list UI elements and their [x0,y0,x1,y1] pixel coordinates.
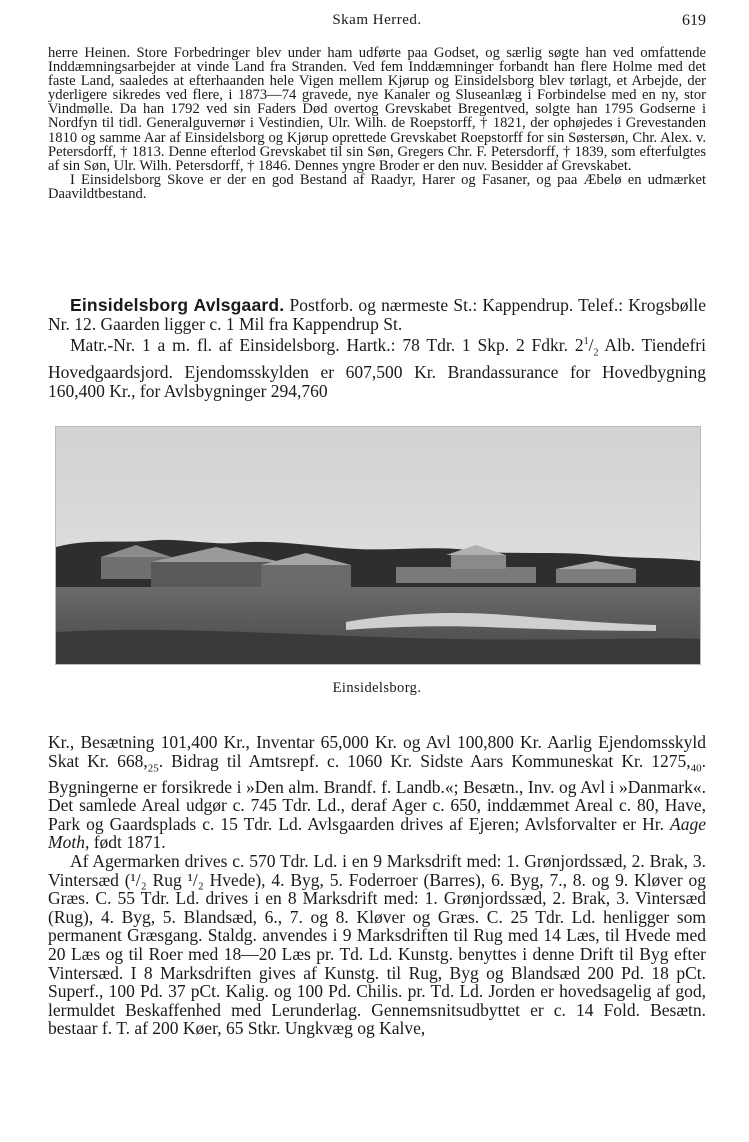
estate-entry [48,296,706,400]
estate-photograph [55,426,701,665]
text-run: Kr., Besætning 101,400 Kr., Inventar 65,000 Kr. og Avl 100,800 Kr. Aarlig Ejendomsskyld Skat Kr. 668, [48,732,706,771]
body-paragraph-1 [48,733,706,852]
intro-paragraph-2: I Einsidelsborg Skove er der en god Bestand af Raadyr, Harer og Fasaner, og paa Æbelø en udmærket Daavildtbestand. [48,171,706,202]
estate-paragraph-2: Matr.-Nr. 1 a m. fl. af Einsidelsborg. Hartk.: 78 Tdr. 1 Skp. 2 Fdkr. $2^1/_2$ Alb. Tiendefri Hovedgaardsjord. Ejendomsskylden er 607,500 Kr. Brandassurance for Hovedbygning 160,400 Kr., for Avlsbygninger 294,760 [48,335,706,401]
estate-matr: Matr.-Nr. 1 a m. fl. af Einsidelsborg. Hartk.: 78 Tdr. 1 Skp. 2 Fdkr. 2 [70,335,584,356]
estate-paragraph-1 [48,296,706,333]
page-header [48,12,706,34]
text-run: . Bygningerne er forsikrede i »Den alm. Brandf. f. Landb.«; Besætn., Inv. og Avl i »Danmark«. Det samlede Areal udgør c. 745 Tdr. Ld., deraf Ager c. 650, inddæmmet Areal c. 80, Have, Park og Gaardsplads c. 15 Tdr. Ld. Avlsgaarden drives af Ejeren; Avlsforvalter er Hr. [48,750,706,834]
intro-text [48,46,706,201]
decimal-sub: 25 [147,762,159,775]
running-title: Skam Herred. [332,12,422,28]
fraction-numerator: 1 [583,336,589,348]
text-run: . Bidrag til Amtsrepf. c. 1060 Kr. Sidste Aars Kommuneskat Kr. 1275, [158,750,691,771]
photo-caption: Einsidelsborg. [332,680,422,696]
text-run: født 1871. [89,832,166,853]
decimal-sub: 40 [690,762,702,775]
estate-contact: Postforb. og nærmeste St.: Kappendrup. Telef.: Krogsbølle Nr. 12. Gaarden ligger c. 1 Mil fra Kappendrup St. [48,295,707,334]
estate-name: Einsidelsborg Avlsgaard. [70,295,285,315]
estate-valuation: Alb. Tiendefri Hovedgaardsjord. Ejendomsskylden er 607,500 Kr. Brandassurance for Hovedbygning 160,400 Kr., for Avlsbygninger 294,760 [48,335,706,401]
fraction-denominator: 2 [593,347,599,359]
body-text [48,733,706,1038]
page-number: 619 [682,12,706,29]
manager-name: Aage Moth, [48,813,706,853]
farm-landscape-image [56,427,700,664]
intro-paragraph-1: herre Heinen. Store Forbedringer blev under ham udførte paa Godset, og særlig søgte han ved omfattende Inddæmningsarbejder at vinde Land fra Stranden. Ved fem Inddæmninger forbandt han flere Holme med det faste Land, saaledes at efterhaanden hele Vigen mellem Kjørup og Einsidelsborg blev tørlagt, et Arbejde, der yderligere sikredes ved flere, i 1873—74 gravede, nye Kanaler og Sluseanlæg i Forbindelse med en ny, stor Vindmølle. Da han 1792 ved sin Faders Død overtog Grevskabet Bregentved, solgte han 1795 Godserne i Nordfyn til tidl. Generalguvernør i Vestindien, Ulr. Wilh. de Roepstorff, † 1821, der ophøjedes i Grevestanden 1810 og samme Aar af Einsidelsborg og Kjørup oprettede Grevskabet Roepstorff for sin Søstersøn, Chr. Alex. v. Petersdorff, † 1813. Denne efterlod Grevskabet til sin Søn, Gregers Chr. F. Petersdorff, † 1839, som efterfulgtes af sin Søn, Ulr. Wilh. Petersdorff, † 1846. Dennes yngre Broder er den nuv. Besidder af Grevskabet. [48,45,706,174]
body-paragraph-2: Af Agermarken drives c. 570 Tdr. Ld. i en 9 Marksdrift med: 1. Grønjordssæd, 2. Brak, 3. Vintersæd (¹/₂ Rug ¹/₂ Hvede), 4. Byg, 5. Foderroer (Barres), 6. Byg, 7., 8. og 9. Kløver og Græs. C. 55 Tdr. Ld. drives i en 8 Marksdrift med: 1. Grønjordssæd, 2. Brak, 3. Vintersæd (Rug), 4. Byg, 5. Blandsæd, 6., 7. og 8. Kløver og Græs. C. 25 Tdr. Ld. henligger som permanent Græsgang. Staldg. anvendes i 9 Marksdriften til Rug med 14 Læs, til Hvede med 20 Læs og til Roer med 18—20 Læs pr. Td. Ld. Kunstg. benyttes i denne Drift til Byg efter Vintersæd. I 8 Marksdriften gives af Kunstg. til Rug, Byg og Blandsæd 200 Pd. 18 pCt. Superf., 100 Pd. 37 pCt. Kalig. og 100 Pd. Chilis. pr. Td. Ld. Jorden er hovedsagelig af god, lermuldet Beskaffenhed med Lerunderlag. Gennemsnitsudbyttet er c. 14 Fold. Besætn. bestaar f. T. af 200 Køer, 65 Stkr. Ungkvæg og Kalve, [48,851,706,1039]
